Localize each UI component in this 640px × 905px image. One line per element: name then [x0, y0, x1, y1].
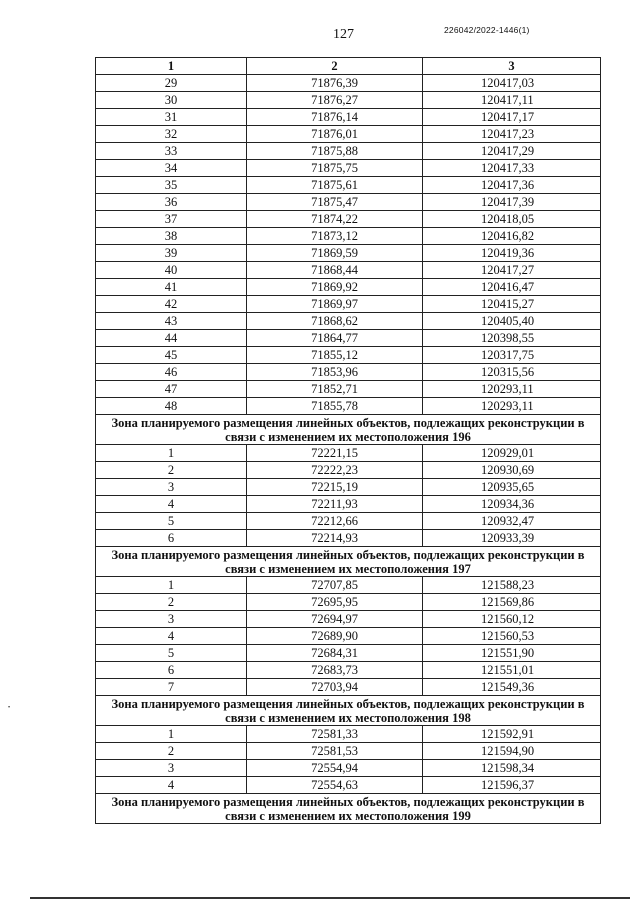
coord-x: 72212,66 [247, 513, 423, 530]
point-number: 2 [96, 594, 247, 611]
coord-y: 120417,29 [423, 143, 601, 160]
coord-y: 120419,36 [423, 245, 601, 262]
coord-y: 120317,75 [423, 347, 601, 364]
coord-x: 71855,78 [247, 398, 423, 415]
point-number: 48 [96, 398, 247, 415]
point-number: 5 [96, 513, 247, 530]
table-row [96, 577, 601, 594]
point-number: 29 [96, 75, 247, 92]
margin-mark: • [8, 705, 11, 711]
header-col-1: 1 [96, 58, 247, 75]
coord-y: 120415,27 [423, 296, 601, 313]
table-row [96, 381, 601, 398]
point-number: 40 [96, 262, 247, 279]
coord-x: 71869,59 [247, 245, 423, 262]
point-number: 5 [96, 645, 247, 662]
table-row [96, 109, 601, 126]
table-row [96, 75, 601, 92]
coord-y: 120417,27 [423, 262, 601, 279]
coord-x: 71876,39 [247, 75, 423, 92]
table-row [96, 160, 601, 177]
coord-y: 120933,39 [423, 530, 601, 547]
zone-heading: Зона планируемого размещения линейных объектов, подлежащих реконструкции в связи с изменением их местоположения 197 [96, 547, 601, 577]
coord-y: 120405,40 [423, 313, 601, 330]
table-row [96, 194, 601, 211]
coord-y: 120935,65 [423, 479, 601, 496]
coord-x: 71875,75 [247, 160, 423, 177]
coord-y: 120930,69 [423, 462, 601, 479]
coord-x: 71875,47 [247, 194, 423, 211]
point-number: 34 [96, 160, 247, 177]
point-number: 4 [96, 628, 247, 645]
coord-x: 71868,62 [247, 313, 423, 330]
table-row [96, 726, 601, 743]
coord-y: 120417,36 [423, 177, 601, 194]
table-row [96, 398, 601, 415]
zone-heading: Зона планируемого размещения линейных объектов, подлежащих реконструкции в связи с изменением их местоположения 196 [96, 415, 601, 445]
header-col-3: 3 [423, 58, 601, 75]
coord-y: 121551,90 [423, 645, 601, 662]
table-row [96, 347, 601, 364]
page-number: 127 [333, 27, 354, 42]
point-number: 32 [96, 126, 247, 143]
coord-x: 72694,97 [247, 611, 423, 628]
point-number: 36 [96, 194, 247, 211]
coord-x: 71876,27 [247, 92, 423, 109]
table-row [96, 445, 601, 462]
point-number: 35 [96, 177, 247, 194]
bottom-rule [30, 897, 630, 899]
table-row [96, 228, 601, 245]
table-row [96, 496, 601, 513]
point-number: 2 [96, 462, 247, 479]
coord-y: 120417,23 [423, 126, 601, 143]
table-header-row [96, 58, 601, 75]
coord-y: 121560,53 [423, 628, 601, 645]
coord-y: 121549,36 [423, 679, 601, 696]
coord-x: 72222,23 [247, 462, 423, 479]
coord-x: 72581,53 [247, 743, 423, 760]
table-row [96, 777, 601, 794]
header-col-2: 2 [247, 58, 423, 75]
table-row [96, 364, 601, 381]
point-number: 30 [96, 92, 247, 109]
table-row [96, 462, 601, 479]
coord-y: 120929,01 [423, 445, 601, 462]
coord-y: 120417,03 [423, 75, 601, 92]
table-row [96, 262, 601, 279]
zone-heading-row [96, 415, 601, 445]
coord-x: 71876,01 [247, 126, 423, 143]
coord-y: 121598,34 [423, 760, 601, 777]
point-number: 39 [96, 245, 247, 262]
coord-x: 71875,88 [247, 143, 423, 160]
coord-x: 72211,93 [247, 496, 423, 513]
point-number: 33 [96, 143, 247, 160]
coord-x: 72554,63 [247, 777, 423, 794]
coord-y: 120417,11 [423, 92, 601, 109]
coord-y: 121569,86 [423, 594, 601, 611]
point-number: 42 [96, 296, 247, 313]
document-code: 226042/2022-1446(1) [444, 25, 530, 35]
coord-x: 72221,15 [247, 445, 423, 462]
coord-x: 72214,93 [247, 530, 423, 547]
zone-heading-row [96, 696, 601, 726]
table-row [96, 662, 601, 679]
point-number: 4 [96, 496, 247, 513]
coord-x: 71868,44 [247, 262, 423, 279]
point-number: 41 [96, 279, 247, 296]
coord-y: 121592,91 [423, 726, 601, 743]
table-row [96, 279, 601, 296]
table-row [96, 594, 601, 611]
table-row [96, 760, 601, 777]
zone-heading: Зона планируемого размещения линейных объектов, подлежащих реконструкции в связи с изменением их местоположения 199 [96, 794, 601, 824]
coord-x: 71873,12 [247, 228, 423, 245]
coord-x: 72554,94 [247, 760, 423, 777]
point-number: 46 [96, 364, 247, 381]
coord-x: 71869,92 [247, 279, 423, 296]
coord-x: 71869,97 [247, 296, 423, 313]
point-number: 7 [96, 679, 247, 696]
coord-y: 120932,47 [423, 513, 601, 530]
point-number: 37 [96, 211, 247, 228]
point-number: 3 [96, 479, 247, 496]
table-row [96, 479, 601, 496]
table-row [96, 313, 601, 330]
point-number: 44 [96, 330, 247, 347]
coord-y: 121588,23 [423, 577, 601, 594]
coord-x: 71864,77 [247, 330, 423, 347]
coord-x: 72683,73 [247, 662, 423, 679]
table-row [96, 679, 601, 696]
point-number: 6 [96, 530, 247, 547]
coord-y: 120416,82 [423, 228, 601, 245]
table-row [96, 211, 601, 228]
coord-x: 72684,31 [247, 645, 423, 662]
coord-x: 72689,90 [247, 628, 423, 645]
coord-y: 121551,01 [423, 662, 601, 679]
point-number: 3 [96, 760, 247, 777]
point-number: 38 [96, 228, 247, 245]
point-number: 31 [96, 109, 247, 126]
coordinates-table [95, 57, 601, 824]
coord-y: 120417,39 [423, 194, 601, 211]
coord-x: 72703,94 [247, 679, 423, 696]
coord-x: 71852,71 [247, 381, 423, 398]
coord-x: 71874,22 [247, 211, 423, 228]
coord-y: 120934,36 [423, 496, 601, 513]
table-body [96, 75, 601, 824]
table-row [96, 126, 601, 143]
table-row [96, 743, 601, 760]
coord-y: 120398,55 [423, 330, 601, 347]
coord-x: 72695,95 [247, 594, 423, 611]
coord-y: 120293,11 [423, 398, 601, 415]
coord-x: 71875,61 [247, 177, 423, 194]
table-row [96, 330, 601, 347]
coord-y: 120418,05 [423, 211, 601, 228]
coord-x: 71855,12 [247, 347, 423, 364]
point-number: 4 [96, 777, 247, 794]
zone-heading-row [96, 794, 601, 824]
point-number: 1 [96, 577, 247, 594]
point-number: 1 [96, 445, 247, 462]
point-number: 3 [96, 611, 247, 628]
table-row [96, 143, 601, 160]
point-number: 6 [96, 662, 247, 679]
coord-y: 121560,12 [423, 611, 601, 628]
table-row [96, 513, 601, 530]
coord-y: 120293,11 [423, 381, 601, 398]
table-row [96, 245, 601, 262]
point-number: 2 [96, 743, 247, 760]
table-row [96, 628, 601, 645]
coord-x: 72707,85 [247, 577, 423, 594]
table-row [96, 296, 601, 313]
coord-x: 72581,33 [247, 726, 423, 743]
point-number: 43 [96, 313, 247, 330]
coord-y: 120315,56 [423, 364, 601, 381]
table-row [96, 92, 601, 109]
coord-x: 71853,96 [247, 364, 423, 381]
coord-y: 120416,47 [423, 279, 601, 296]
table-row [96, 177, 601, 194]
coord-y: 120417,33 [423, 160, 601, 177]
coord-y: 120417,17 [423, 109, 601, 126]
table-row [96, 645, 601, 662]
coord-x: 71876,14 [247, 109, 423, 126]
point-number: 45 [96, 347, 247, 364]
coord-y: 121594,90 [423, 743, 601, 760]
zone-heading-row [96, 547, 601, 577]
zone-heading: Зона планируемого размещения линейных объектов, подлежащих реконструкции в связи с изменением их местоположения 198 [96, 696, 601, 726]
table-row [96, 611, 601, 628]
point-number: 47 [96, 381, 247, 398]
coord-x: 72215,19 [247, 479, 423, 496]
point-number: 1 [96, 726, 247, 743]
coord-y: 121596,37 [423, 777, 601, 794]
table-row [96, 530, 601, 547]
